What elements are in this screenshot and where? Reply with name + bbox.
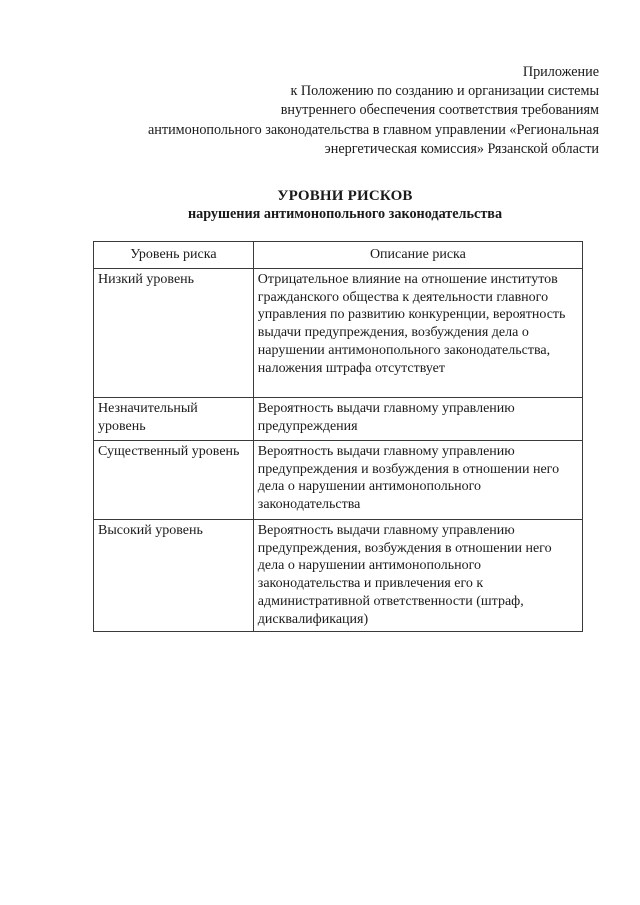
table-header-row	[94, 242, 583, 269]
risk-levels-table	[93, 241, 583, 632]
table-row	[94, 268, 583, 397]
document-title: УРОВНИ РИСКОВ	[277, 188, 413, 204]
annex-line: антимонопольного законодательства в главном управлении «Региональная	[147, 121, 599, 138]
header-risk-level: Уровень риска	[94, 242, 254, 269]
header-risk-description: Описание риска	[253, 242, 582, 269]
annex-line: к Положению по созданию и организации системы	[290, 83, 599, 100]
risk-level-cell: Существенный уровень	[94, 440, 254, 519]
risk-description-cell: Вероятность выдачи главному управлению предупреждения, возбуждения в отношении него дела о нарушении антимонопольного законодательства и привлечения его к административной ответственности (штраф, дисквалификация)	[253, 519, 582, 631]
annex-header	[79, 63, 599, 159]
document-subtitle: нарушения антимонопольного законодательства	[187, 206, 503, 222]
risk-level-cell: Высокий уровень	[94, 519, 254, 631]
table-row	[94, 440, 583, 519]
risk-description-cell: Отрицательное влияние на отношение институтов гражданского общества к деятельности главного управления по развитию конкуренции, вероятность выдачи предупреждения, возбуждения дела о нарушении антимонопольного законодательства, наложения штрафа отсутствует	[253, 268, 582, 397]
risk-description-cell: Вероятность выдачи главному управлению предупреждения и возбуждения в отношении него дела о нарушении антимонопольного законодательства	[253, 440, 582, 519]
risk-level-cell: Низкий уровень	[94, 268, 254, 397]
table-row	[94, 397, 583, 440]
risk-description-cell: Вероятность выдачи главному управлению предупреждения	[253, 397, 582, 440]
annex-line: энергетическая комиссия» Рязанской области	[324, 140, 599, 157]
annex-line: внутреннего обеспечения соответствия требованиям	[280, 102, 599, 119]
annex-line: Приложение	[522, 64, 599, 80]
table-row	[94, 519, 583, 631]
risk-level-cell: Незначительный уровень	[94, 397, 254, 440]
